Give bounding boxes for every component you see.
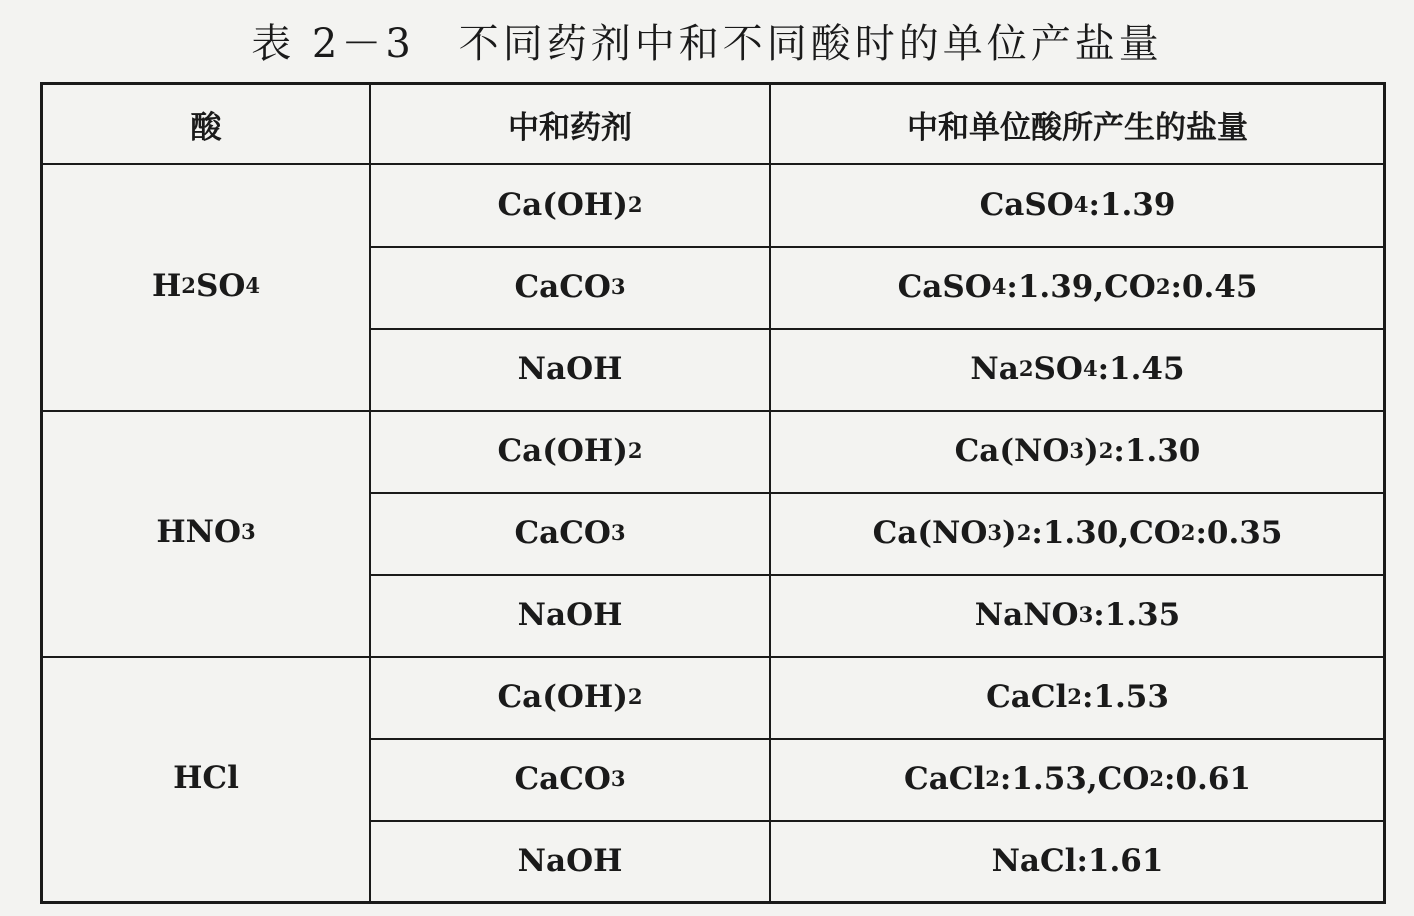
- acid-cell: H 2 SO 4: [151, 268, 261, 304]
- agent-cell: NaOH: [517, 597, 623, 633]
- agent-cell: CaCO 3: [514, 515, 626, 551]
- table-title: 表 2－3 不同药剂中和不同酸时的单位产盐量: [251, 21, 1163, 67]
- header-salt: 中和单位酸所产生的盐量: [907, 109, 1248, 146]
- agent-cell: Ca(OH) 2: [497, 187, 643, 223]
- salt-cell: CaSO 4 :1.39: [979, 187, 1176, 223]
- header-agent: 中和药剂: [508, 109, 632, 146]
- acid-cell: HCl: [173, 760, 239, 796]
- salt-cell: CaCl 2 :1.53: [986, 679, 1169, 715]
- salt-cell: Na 2 SO 4 :1.45: [970, 351, 1185, 387]
- agent-cell: NaOH: [517, 843, 623, 879]
- agent-cell: CaCO 3: [514, 269, 626, 305]
- agent-cell: Ca(OH) 2: [497, 433, 643, 469]
- acid-cell: HNO 3: [156, 514, 256, 550]
- salt-cell: Ca(NO 3 ) 2 :1.30,CO 2 :0.35: [872, 515, 1283, 551]
- agent-cell: Ca(OH) 2: [497, 679, 643, 715]
- salt-cell: NaNO 3 :1.35: [974, 597, 1181, 633]
- salt-cell: Ca(NO 3 ) 2 :1.30: [954, 433, 1201, 469]
- agent-cell: CaCO 3: [514, 761, 626, 797]
- salt-cell: NaCl:1.61: [991, 843, 1164, 879]
- salt-cell: CaCl 2 :1.53,CO 2 :0.61: [904, 761, 1251, 797]
- agent-cell: NaOH: [517, 351, 623, 387]
- header-acid: 酸: [190, 109, 222, 146]
- salt-cell: CaSO 4 :1.39,CO 2 :0.45: [897, 269, 1258, 305]
